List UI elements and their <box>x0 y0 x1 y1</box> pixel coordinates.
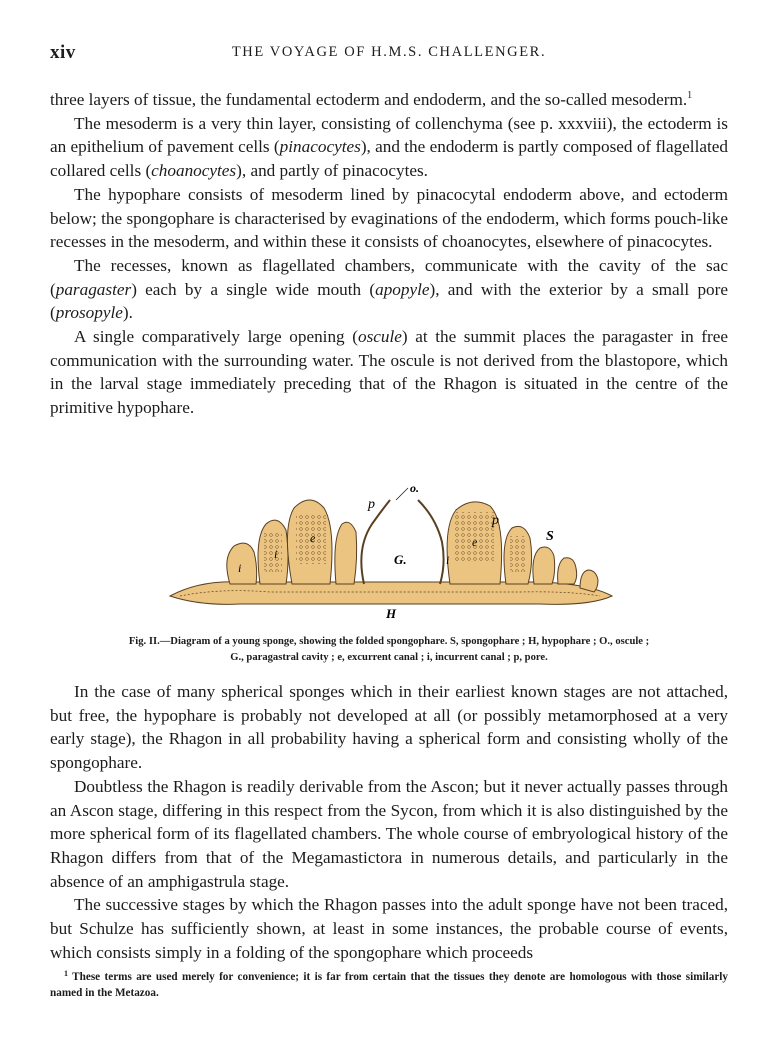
text-run: The recesses, known as flagellated chambers, communicate with the cavity of the sac ( <box>50 255 728 299</box>
chamber-right-5 <box>580 570 598 592</box>
caption-line-2: G., paragastral cavity ; e, excurrent canal ; i, incurrent canal ; p, pore. <box>230 652 548 663</box>
paragraph <box>50 254 728 325</box>
paragraph <box>50 325 728 420</box>
footnote-mark: 1 <box>64 969 68 978</box>
chamber-right-4 <box>558 558 577 584</box>
text-run: ) each by a single wide mouth ( <box>131 279 376 299</box>
chamber-left-4 <box>335 522 357 584</box>
label-o: o. <box>410 481 419 495</box>
paragraph <box>50 893 728 964</box>
paragraph <box>50 680 728 775</box>
text-run: ), and the endoderm is partly composed of flagellated collared cells ( <box>50 137 728 181</box>
chamber-left-1 <box>227 543 257 584</box>
footnote-ref: 1 <box>687 90 693 101</box>
footnote-text: These terms are used merely for convenience; it is far from certain that the tissues they denote are homologous with those similarly named in the Metazoa. <box>50 971 728 999</box>
italic-term: choanocytes <box>151 161 237 181</box>
italic-term: apopyle <box>375 279 430 299</box>
label-p-right: p <box>492 513 499 528</box>
text-run: ) at the summit places the paragaster in free communication with the surrounding water. The oscule is not derived from the blastopore, which in the larval stage immediately preceding that of the Rhagon is situated in the centre of the primitive hypophare. <box>50 327 729 418</box>
hypophare-base <box>170 582 612 605</box>
italic-term: oscule <box>357 327 402 347</box>
text-run: A single comparatively large opening ( <box>74 327 358 347</box>
text-run: In the case of many spherical sponges which in their earliest known stages are not attached, but free, the hypophare is probably not developed at all (or possibly metamorphosed at a very early stage), the Rhagon in all probability having a spherical form and consisting wholly of the spongophare. <box>50 682 728 773</box>
chamber-right-3 <box>533 547 555 584</box>
figure-caption <box>50 634 728 666</box>
paragraph <box>50 775 728 894</box>
italic-term: prosopyle <box>55 303 123 323</box>
sponge-diagram-icon <box>160 478 620 628</box>
text-run: The mesoderm is a very thin layer, consisting of collenchyma (see p. xxxviii), the ectoderm is an epithelium of pavement cells ( <box>50 113 728 157</box>
running-title: THE VOYAGE OF H.M.S. CHALLENGER. <box>231 44 547 60</box>
label-i-3: i <box>446 553 450 567</box>
text-run: ), and partly of pinacocytes. <box>236 161 428 181</box>
oscule-wall-right <box>418 500 444 584</box>
text-run: The hypophare consists of mesoderm lined by pinacocytal endoderm above, and ectoderm below; the spongophare is characterised by evaginations of the endoderm, which forms pouch-like recesses in the mesoderm, and within these it consists of choanocytes, elsewhere of pinacocytes. <box>50 184 728 252</box>
text-run: ). <box>122 303 133 323</box>
body-text-top <box>50 88 728 420</box>
figure-sponge-diagram <box>50 478 728 678</box>
text-run: ), and with the exterior by a small pore ( <box>50 279 728 323</box>
paragraph <box>50 88 728 112</box>
paragraph <box>50 112 728 183</box>
body-text-bottom <box>50 680 728 964</box>
page-number: xiv <box>50 42 76 63</box>
label-S: S <box>546 529 554 544</box>
page-header <box>50 42 728 66</box>
label-e-1: e <box>310 531 316 545</box>
italic-term: pinacocytes <box>279 137 361 157</box>
label-p-left: p <box>368 497 375 512</box>
label-i-2: i <box>274 547 278 561</box>
label-e-2: e <box>472 535 478 549</box>
text-run: three layers of tissue, the fundamental ectoderm and endoderm, and the so-called mesoderm. <box>50 90 688 109</box>
italic-term: paragaster <box>55 279 132 299</box>
paragraph <box>50 183 728 254</box>
label-i-1: i <box>238 561 242 575</box>
footnote <box>50 966 728 1001</box>
label-G: G. <box>394 552 407 567</box>
caption-line-1: Fig. II.—Diagram of a young sponge, showing the folded spongophare. S, spongophare ; H, hypophare ; O., oscule ; <box>128 636 650 647</box>
text-run: Doubtless the Rhagon is readily derivable from the Ascon; but it never actually passes through an Ascon stage, differing in this respect from the Sycon, from which it is also distinguished by the more spherical form of its flagellated chambers. The whole course of embryological history of the Rhagon differs from that of the Megamastictora in numerous details, and particularly in the absence of an amphigastrula stage. <box>50 776 728 891</box>
label-H: H <box>386 606 397 621</box>
text-run: The successive stages by which the Rhagon passes into the adult sponge have not been traced, but Schulze has sufficiently shown, at least in some instances, the probable course of events, which consists simply in a folding of the spongophare which proceeds <box>50 895 728 962</box>
oscule-wall-left <box>361 500 390 584</box>
